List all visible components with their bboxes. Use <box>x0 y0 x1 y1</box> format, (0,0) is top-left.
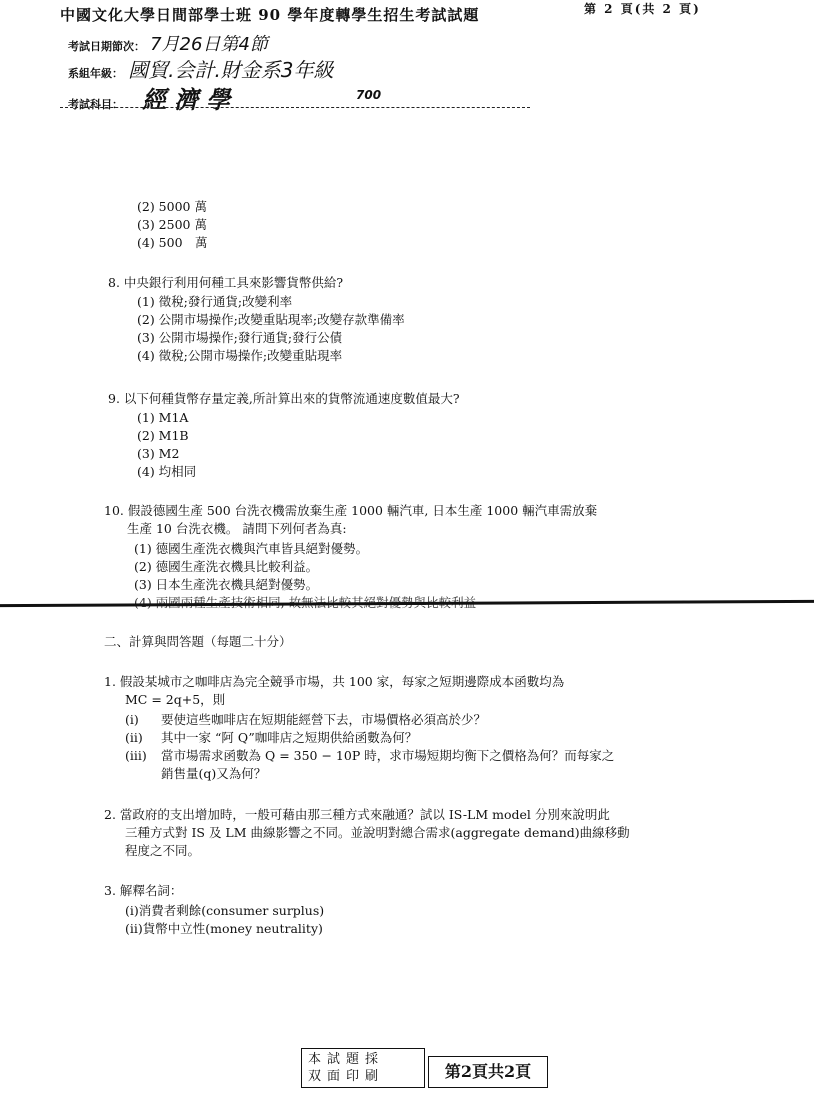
list-item: (ii)貨幣中立性(money neutrality) <box>125 921 323 936</box>
subject-label: 考試科目： <box>68 98 123 111</box>
exam-date-row <box>68 30 268 56</box>
p2-line1: 2. 當政府的支出增加時，一般可藉由那三種方式來融通？試以 IS-LM model 分別來說明此 <box>104 807 610 822</box>
list-item: (1) 德國生產洗衣機與汽車皆具絕對優勢。 <box>134 541 369 556</box>
list-item: (3) 日本生產洗衣機具絕對優勢。 <box>134 577 319 592</box>
list-item: (3) 公開市場操作;發行通貨;發行公債 <box>137 330 343 345</box>
department-value: 國貿.会計.財金系3年級 <box>128 58 334 82</box>
p2-line2: 三種方式對 IS 及 LM 曲線影響之不同。並說明對總合需求(aggregate demand)曲線移動 <box>125 825 630 840</box>
list-item: (4) 500 萬 <box>137 235 208 250</box>
list-item: (2) 5000 萬 <box>137 199 207 214</box>
item-number: (iii) <box>125 748 147 763</box>
p1-stem-line2: MC = 2q+5，則 <box>125 692 226 707</box>
q9-stem: 9. 以下何種貨幣存量定義,所計算出來的貨幣流通速度數值最大? <box>108 391 460 406</box>
subject-code: 700 <box>356 88 382 102</box>
exam-date-value: 7月26日第4節 <box>150 34 268 55</box>
list-item <box>125 711 614 729</box>
q10-stem-line2: 生產 10 台洗衣機。 請問下列何者為真: <box>127 521 347 536</box>
q8-stem: 8. 中央銀行利用何種工具來影響貨幣供給? <box>108 275 344 290</box>
header-divider <box>60 107 530 108</box>
item-text: 要使這些咖啡店在短期能經營下去，市場價格必須高於少？ <box>161 712 487 727</box>
q8-options <box>137 293 405 365</box>
list-item <box>125 747 614 765</box>
department-row <box>68 54 334 83</box>
subject-row <box>68 80 238 115</box>
list-item-continuation: 銷售量(q)又為何？ <box>161 766 267 781</box>
section-heading: 二、計算與問答題（每題二十分） <box>104 634 292 649</box>
list-item: (2) M1B <box>137 428 189 443</box>
list-item: (1) 徵稅;發行通貨;改變利率 <box>137 294 293 309</box>
list-item <box>125 729 614 747</box>
page-count-stamp: 第2頁共2頁 <box>428 1056 548 1088</box>
double-sided-print-stamp <box>301 1048 425 1088</box>
item-number: (i) <box>125 712 139 727</box>
stamp-line: 双面印刷 <box>308 1069 385 1084</box>
list-item: (2) 公開市場操作;改變重貼現率;改變存款準備率 <box>137 312 405 327</box>
list-item: (i)消費者剩餘(consumer surplus) <box>125 903 325 918</box>
list-item: (3) M2 <box>137 446 180 461</box>
q9-options <box>137 409 196 481</box>
p1-items <box>125 711 614 783</box>
stamp-line: 本試題採 <box>308 1052 385 1067</box>
list-item: (2) 德國生產洗衣機具比較利益。 <box>134 559 319 574</box>
exam-title: 中國文化大學日間部學士班 90 學年度轉學生招生考試試題 <box>60 6 480 24</box>
list-item: (4) 均相同 <box>137 464 197 479</box>
item-text: 其中一家 “阿 Q”咖啡店之短期供給函數為何？ <box>161 730 418 745</box>
subject-value: 經濟學 <box>142 86 239 114</box>
p3-items <box>125 902 324 938</box>
q7-options <box>137 198 208 252</box>
list-item: (1) M1A <box>137 410 189 425</box>
q10-stem-line1: 10. 假設德國生產 500 台洗衣機需放棄生產 1000 輛汽車, 日本生產 1000 輛汽車需放棄 <box>104 503 598 518</box>
item-number: (ii) <box>125 730 143 745</box>
p1-stem-line1: 1. 假設某城市之咖啡店為完全競爭市場，共 100 家，每家之短期邊際成本函數均為 <box>104 674 565 689</box>
exam-date-label: 考試日期節次： <box>68 40 145 53</box>
list-item: (4) 徵稅;公開市場操作;改變重貼現率 <box>137 348 343 363</box>
p3-stem: 3. 解釋名詞： <box>104 883 183 898</box>
item-text: 當市場需求函數為 Q = 350 − 10P 時，求市場短期均衡下之價格為何？而每家之 <box>161 748 615 763</box>
list-item: (4) 兩國兩種生產技術相同, 故無法比較其絕對優勢與比較利益 <box>134 595 477 610</box>
department-label: 系組年級： <box>68 67 123 80</box>
p2-line3: 程度之不同。 <box>125 843 201 858</box>
list-item: (3) 2500 萬 <box>137 217 207 232</box>
page-indicator: 第 2 頁(共 2 頁) <box>584 2 701 16</box>
